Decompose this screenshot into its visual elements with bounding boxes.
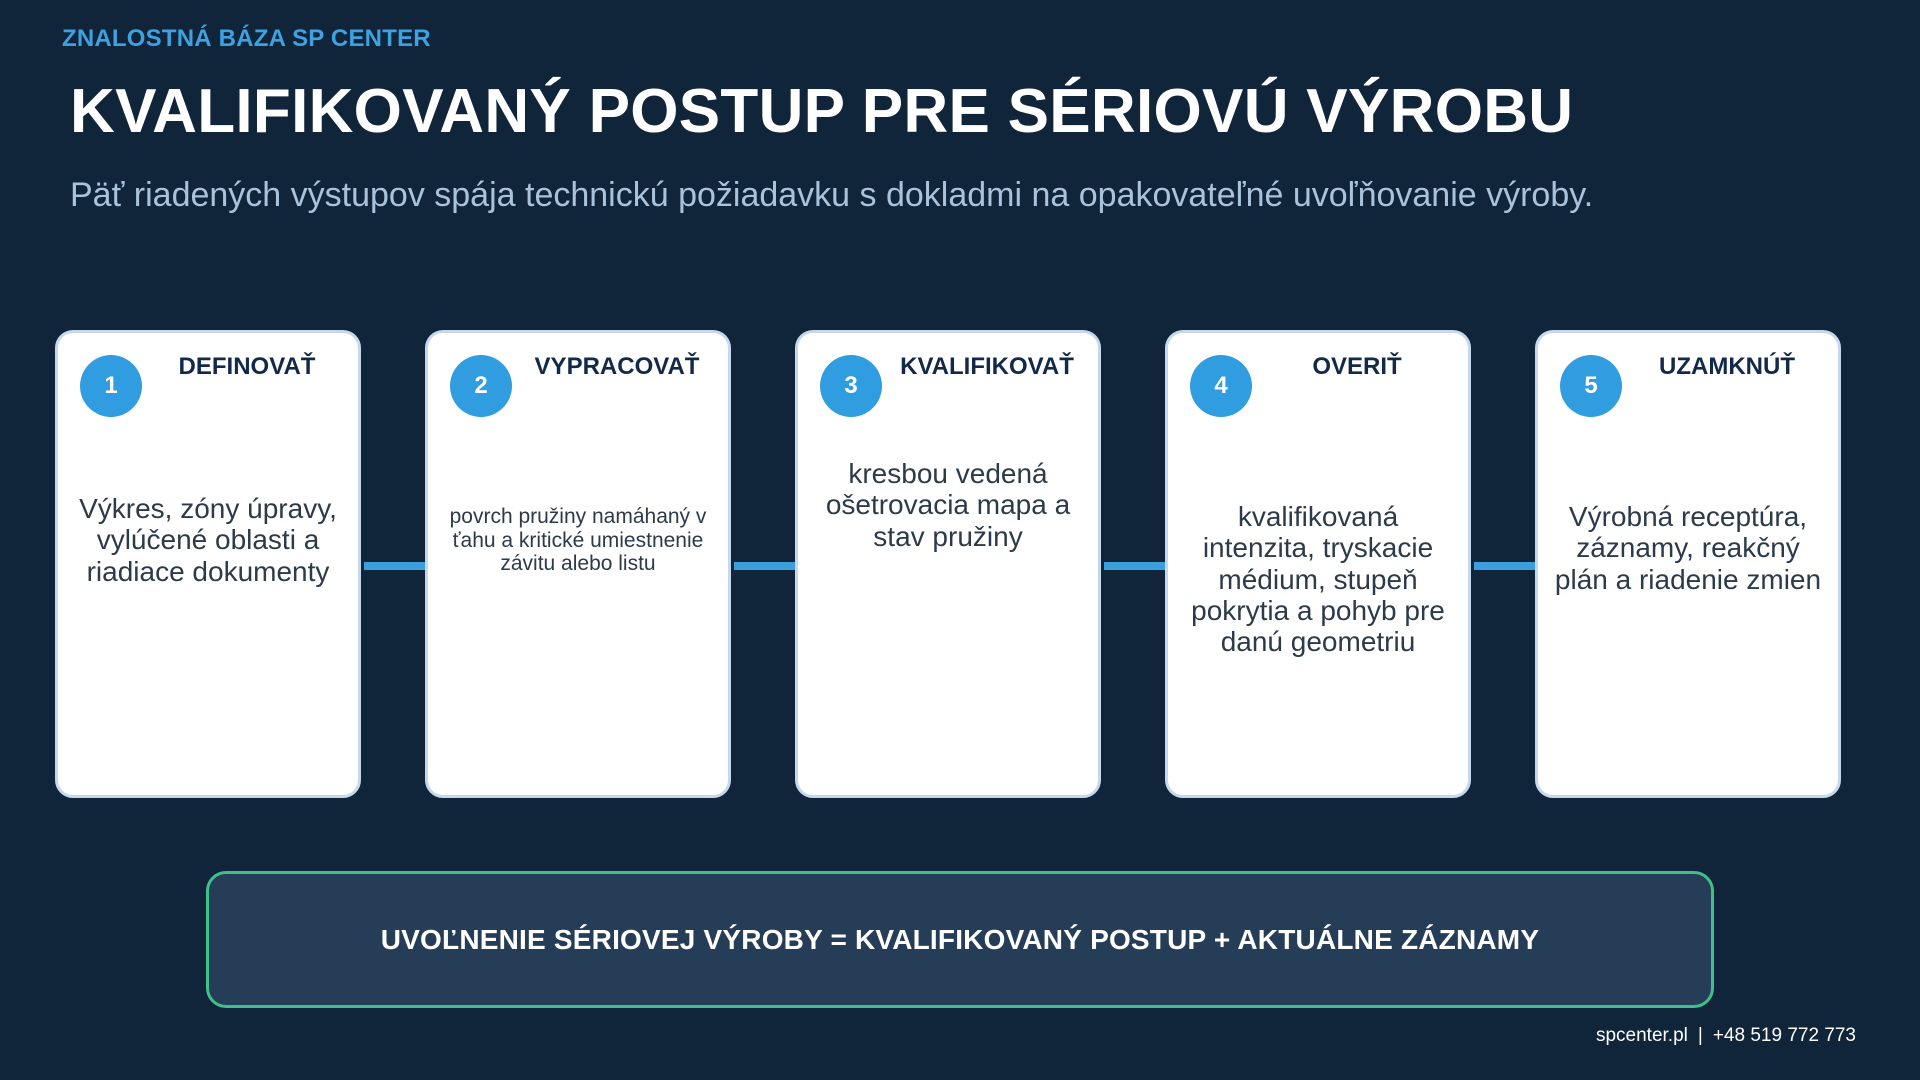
step-card-1 [55, 330, 361, 798]
eyebrow-label: ZNALOSTNÁ BÁZA SP CENTER [62, 25, 431, 52]
summary-banner [206, 871, 1714, 1008]
step-title: UZAMKNÚŤ [1659, 353, 1795, 380]
step-title: OVERIŤ [1312, 353, 1402, 380]
footer-separator: | [1697, 1025, 1703, 1046]
step-description: povrch pružiny namáhaný v ťahu a kritické umiestnenie závitu alebo listu [449, 505, 707, 576]
step-number-badge: 5 [1560, 355, 1622, 417]
step-number-badge: 2 [450, 355, 512, 417]
step-number-badge: 4 [1190, 355, 1252, 417]
step-card-2 [425, 330, 731, 798]
step-card-3 [795, 330, 1101, 798]
step-card-5 [1535, 330, 1841, 798]
footer-website: spcenter.pl [1595, 1025, 1688, 1046]
step-number-badge: 3 [820, 355, 882, 417]
connector-1-2 [364, 562, 426, 570]
step-description: Výrobná receptúra, záznamy, reakčný plán a riadenie zmien [1554, 501, 1822, 595]
footer-contact [1596, 1025, 1856, 1047]
page-subtitle: Päť riadených výstupov spája technickú požiadavku s dokladmi na opakovateľné uvoľňovanie výroby. [70, 176, 1594, 214]
connector-4-5 [1474, 562, 1536, 570]
step-title: VYPRACOVAŤ [534, 353, 700, 380]
step-title: KVALIFIKOVAŤ [900, 353, 1074, 380]
summary-text: UVOĽNENIE SÉRIOVEJ VÝROBY = KVALIFIKOVANÝ POSTUP + AKTUÁLNE ZÁZNAMY [380, 923, 1540, 955]
step-title: DEFINOVAŤ [178, 353, 316, 380]
step-description: Výkres, zóny úpravy, vylúčené oblasti a riadiace dokumenty [79, 493, 337, 587]
step-number-badge: 1 [80, 355, 142, 417]
step-description: kvalifikovaná intenzita, tryskacie médium, stupeň pokrytia a pohyb pre danú geometriu [1191, 501, 1445, 658]
connector-3-4 [1104, 562, 1166, 570]
footer-phone: +48 519 772 773 [1712, 1025, 1856, 1046]
connector-2-3 [734, 562, 796, 570]
step-card-4 [1165, 330, 1471, 798]
page-title: KVALIFIKOVANÝ POSTUP PRE SÉRIOVÚ VÝROBU [70, 77, 1574, 146]
step-description: kresbou vedená ošetrovacia mapa a stav pružiny [825, 458, 1071, 552]
